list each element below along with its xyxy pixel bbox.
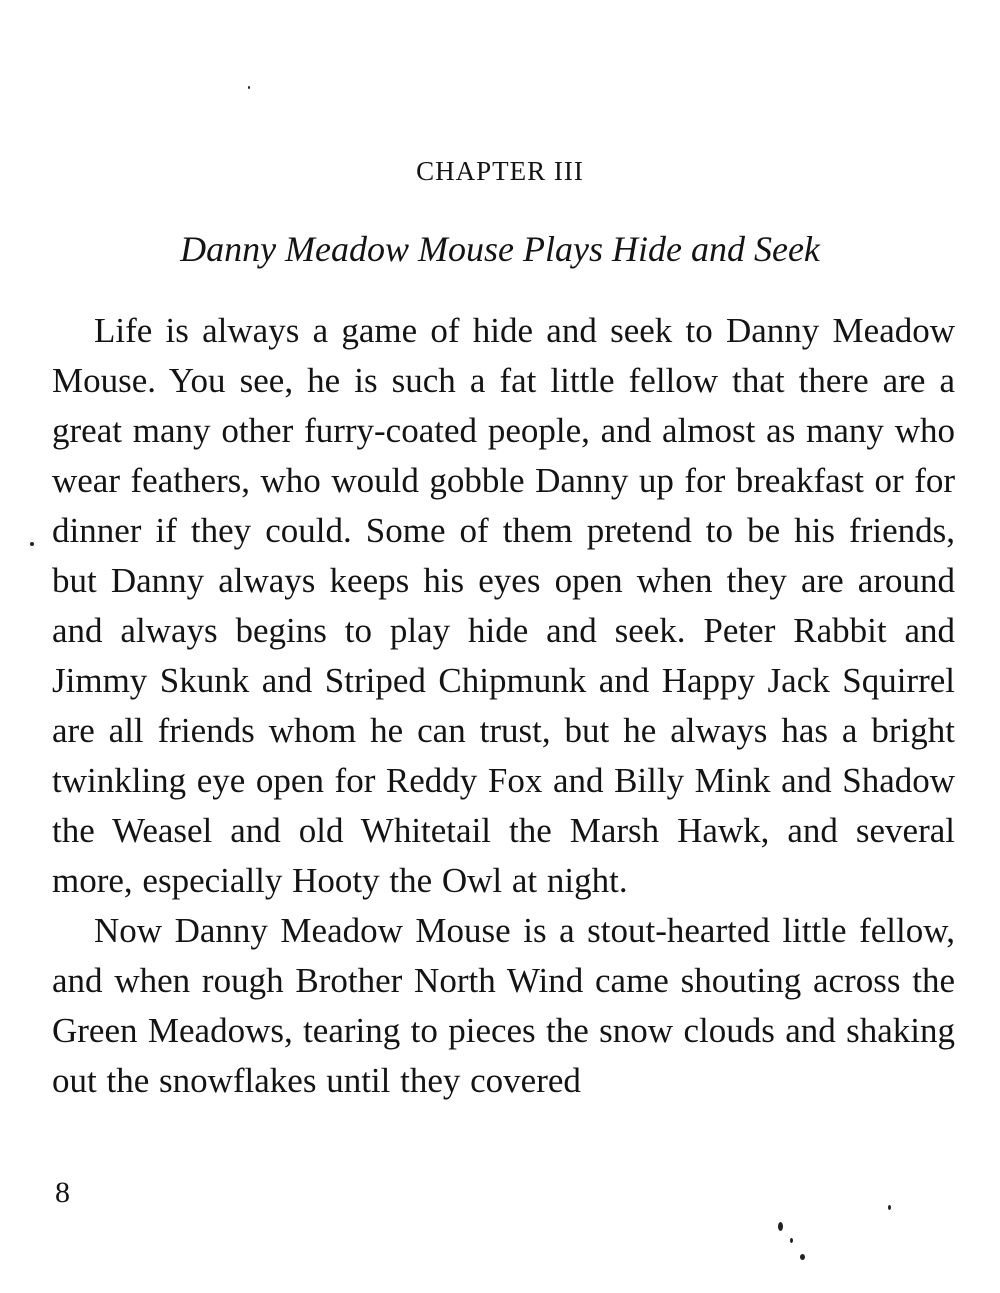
body-text [52,306,955,1106]
page-number: 8 [55,1176,70,1209]
paragraph-1: Life is always a game of hide and seek to Danny Meadow Mouse. You see, he is such a fat little fellow that there are a great many other furry-coated people, and almost as many who wear feathers, who would gobble Danny up for breakfast or for dinner if they could. Some of them pretend to be his friends, but Danny always keeps his eyes open when they are around and always begins to play hide and seek. Peter Rabbit and Jimmy Skunk and Striped Chipmunk and Happy Jack Squirrel are all friends whom he can trust, but he always has a bright twinkling eye open for Reddy Fox and Billy Mink and Shadow the Weasel and old Whitetail the Marsh Hawk, and several more, especially Hooty the Owl at night. [52,311,955,900]
scan-speck [778,1222,783,1231]
chapter-label: CHAPTER III [416,156,584,186]
scan-speck [30,542,34,546]
scan-speck [888,1205,891,1210]
paragraph-2: Now Danny Meadow Mouse is a stout-hearted little fellow, and when rough Brother North Wind came shouting across the Green Meadows, tearing to pieces the snow clouds and shaking out the snowflakes until they covered [52,911,955,1100]
chapter-title: Danny Meadow Mouse Plays Hide and Seek [180,229,820,269]
scan-speck [800,1254,805,1260]
scan-speck [790,1238,793,1243]
scan-speck [248,86,250,89]
